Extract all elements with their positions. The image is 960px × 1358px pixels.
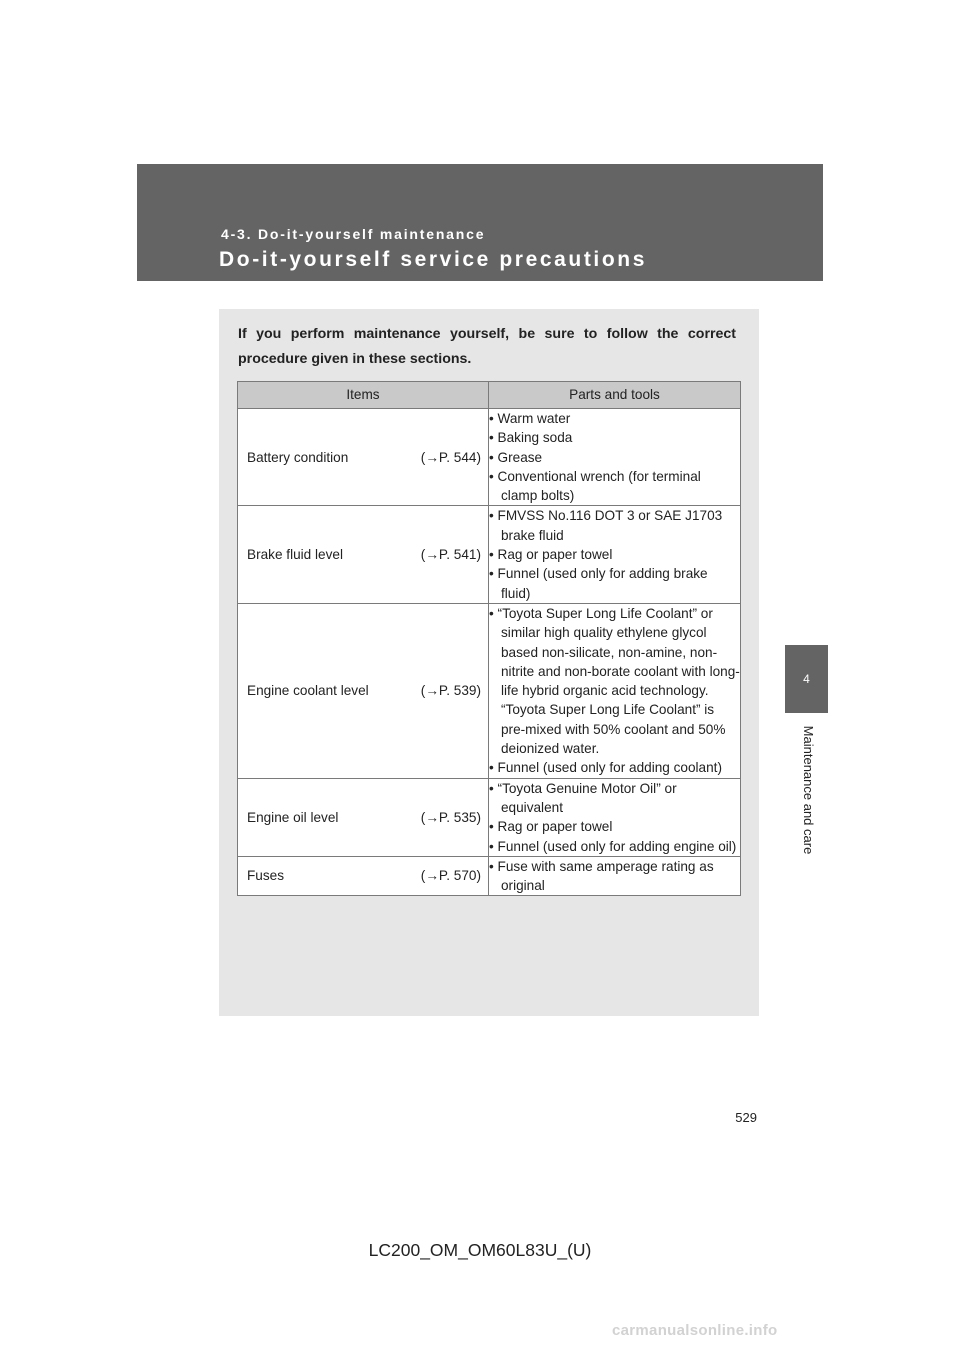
table-row bbox=[238, 856, 741, 896]
table-row bbox=[238, 778, 741, 856]
page-reference: (→P. 539) bbox=[420, 683, 481, 699]
table-row bbox=[238, 506, 741, 603]
table-row bbox=[238, 603, 741, 778]
item-cell bbox=[238, 603, 489, 778]
page-reference: (→P. 541) bbox=[420, 547, 481, 563]
header-parts-tools: Parts and tools bbox=[489, 382, 741, 409]
tools-cell bbox=[489, 506, 741, 603]
chapter-tab[interactable]: 4 bbox=[785, 645, 828, 713]
page-reference: (→P. 570) bbox=[420, 868, 481, 884]
page-title: Do-it-yourself service precautions bbox=[219, 248, 647, 271]
tools-cell bbox=[489, 778, 741, 856]
tool-item: • Warm water bbox=[489, 411, 571, 426]
page-number: 529 bbox=[735, 1110, 757, 1125]
page-reference: (→P. 544) bbox=[420, 449, 481, 465]
content-panel bbox=[219, 309, 759, 1016]
tools-cell bbox=[489, 603, 741, 778]
section-label: 4-3. Do-it-yourself maintenance bbox=[221, 226, 486, 242]
intro-text: If you perform maintenance yourself, be sure to follow the correct procedure given in these sections. bbox=[238, 326, 736, 367]
item-cell bbox=[238, 409, 489, 506]
header-items: Items bbox=[238, 382, 489, 409]
item-cell bbox=[238, 506, 489, 603]
table-row bbox=[238, 409, 741, 506]
item-label: Engine coolant level bbox=[247, 683, 369, 699]
item-label: Engine oil level bbox=[247, 809, 339, 825]
tools-cell bbox=[489, 856, 741, 896]
item-cell bbox=[238, 778, 489, 856]
item-label: Fuses bbox=[247, 868, 285, 884]
footer-code: LC200_OM_OM60L83U_(U) bbox=[368, 1240, 592, 1260]
tool-item: • Funnel (used only for adding coolant) bbox=[489, 760, 722, 776]
tool-item: • “Toyota Genuine Motor Oil” or equivalent bbox=[489, 780, 677, 815]
page-reference: (→P. 535) bbox=[420, 809, 481, 825]
item-label: Battery condition bbox=[247, 449, 349, 465]
tool-item: • Baking soda bbox=[489, 430, 573, 446]
tool-item: • FMVSS No.116 DOT 3 or SAE J1703 brake fluid bbox=[489, 508, 723, 543]
chapter-side-title: Maintenance and care bbox=[801, 725, 816, 855]
tool-item: • Funnel (used only for adding brake fluid) bbox=[489, 566, 708, 601]
tool-item: • “Toyota Super Long Life Coolant” or similar high quality ethylene glycol based non-silicate, non-amine, non-nitrite and non-borate coolant with long-life hybrid organic acid technology. “Toyota Super Long Life Coolant” is pre-mixed with 50% coolant and 50% deionized water. bbox=[489, 605, 740, 757]
tool-item: • Fuse with same amperage rating as original bbox=[489, 858, 714, 894]
tool-item: • Rag or paper towel bbox=[489, 819, 613, 835]
tool-item: • Grease bbox=[489, 449, 543, 465]
tools-cell bbox=[489, 409, 741, 506]
item-label: Brake fluid level bbox=[247, 547, 343, 563]
parts-table bbox=[237, 381, 741, 896]
tool-item: • Funnel (used only for adding engine oil) bbox=[489, 838, 737, 854]
item-cell bbox=[238, 856, 489, 896]
watermark[interactable]: carmanualsonline.info bbox=[612, 1322, 778, 1339]
header-band bbox=[137, 164, 823, 281]
tool-item: • Rag or paper towel bbox=[489, 547, 613, 563]
table-header-row bbox=[238, 382, 741, 409]
tool-item: • Conventional wrench (for terminal clamp bolts) bbox=[489, 468, 701, 504]
